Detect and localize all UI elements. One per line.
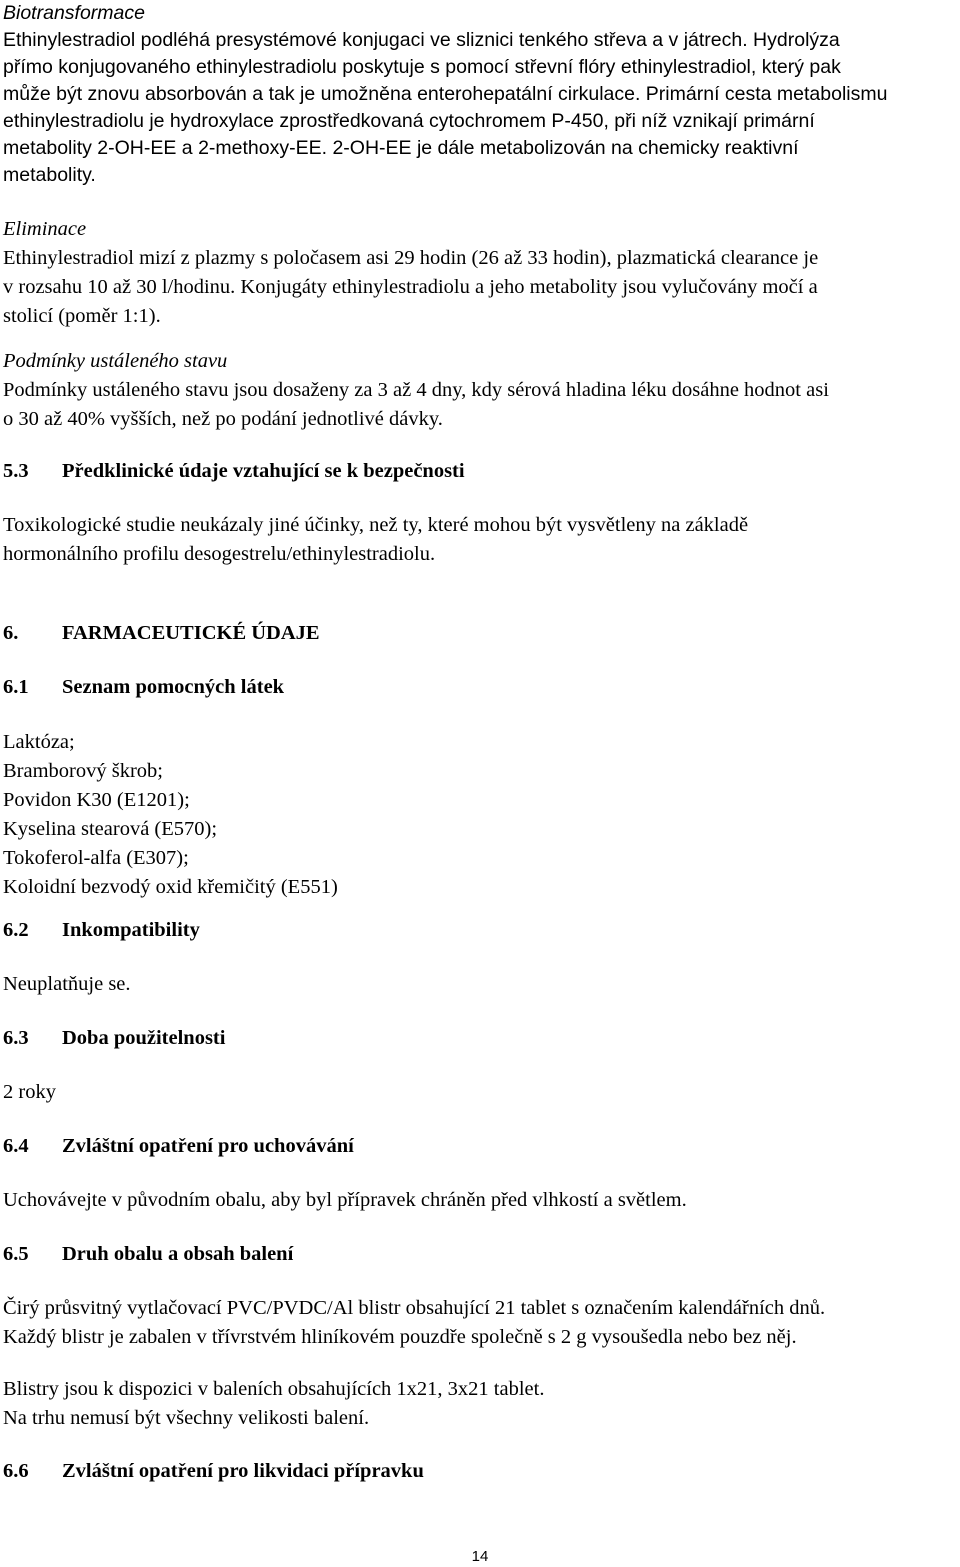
- section-number: 6.4: [3, 1135, 29, 1157]
- section-title: Doba použitelnosti: [62, 1027, 226, 1049]
- list-item: Koloidní bezvodý oxid křemičitý (E551): [3, 876, 338, 898]
- page-number: 14: [471, 1548, 489, 1565]
- steady-state-title: Podmínky ustáleného stavu: [3, 350, 228, 372]
- section-6-4-body: [3, 1186, 957, 1215]
- list-item: Laktóza;: [3, 731, 75, 753]
- paragraph-line: 2 roky: [3, 1081, 56, 1103]
- section-6-5-body-2: [3, 1375, 957, 1433]
- section-title: Druh obalu a obsah balení: [62, 1243, 294, 1265]
- list-item: Tokoferol-alfa (E307);: [3, 847, 189, 869]
- section-number: 6.5: [3, 1243, 29, 1265]
- section-6-5-body: [3, 1294, 957, 1352]
- paragraph-line: Toxikologické studie neukázaly jiné účinky, než ty, které mohou být vysvětleny na základě: [3, 514, 749, 536]
- section-number: 6.3: [3, 1027, 29, 1049]
- list-item: Kyselina stearová (E570);: [3, 818, 218, 840]
- list-item: Bramborový škrob;: [3, 760, 163, 782]
- paragraph-line: metabolity.: [3, 164, 96, 186]
- section-title: Inkompatibility: [62, 919, 200, 941]
- section-title: Seznam pomocných látek: [62, 676, 285, 698]
- paragraph-line: Na trhu nemusí být všechny velikosti balení.: [3, 1407, 370, 1429]
- paragraph-line: Ethinylestradiol mizí z plazmy s poločasem asi 29 hodin (26 až 33 hodin), plazmatická clearance je: [3, 247, 819, 269]
- paragraph-line: Podmínky ustáleného stavu jsou dosaženy za 3 až 4 dny, kdy sérová hladina léku dosáhne hodnot asi: [3, 379, 829, 401]
- section-title: Zvláštní opatření pro likvidaci přípravku: [62, 1460, 424, 1482]
- paragraph-line: Každý blistr je zabalen v třívrstvém hliníkovém pouzdře společně s 2 g vysoušedla nebo bez něj.: [3, 1326, 797, 1348]
- section-title: Zvláštní opatření pro uchovávání: [62, 1135, 354, 1157]
- paragraph-line: o 30 až 40% vyšších, než po podání jednotlivé dávky.: [3, 408, 443, 430]
- paragraph-line: Ethinylestradiol podléhá presystémové konjugaci ve sliznici tenkého střeva a v játrech. Hydrolýza: [3, 29, 840, 51]
- paragraph-line: stolicí (poměr 1:1).: [3, 305, 161, 327]
- paragraph-line: přímo konjugovaného ethinylestradiolu poskytuje s pomocí střevní flóry ethinylestradiol, který pak: [3, 56, 841, 78]
- eliminace-title: Eliminace: [3, 218, 87, 240]
- section-title: FARMACEUTICKÉ ÚDAJE: [62, 622, 320, 644]
- paragraph-line: Blistry jsou k dispozici v baleních obsahujících 1x21, 3x21 tablet.: [3, 1378, 545, 1400]
- paragraph-line: metabolity 2-OH-EE a 2-methoxy-EE. 2-OH-EE je dále metabolizován na chemicky reaktivní: [3, 137, 799, 159]
- paragraph-line: v rozsahu 10 až 30 l/hodinu. Konjugáty ethinylestradiolu a jeho metabolity jsou vylučovány močí a: [3, 276, 818, 298]
- steady-state-section: [3, 347, 957, 434]
- section-5-3-body: [3, 511, 957, 569]
- section-number: 6.6: [3, 1460, 29, 1482]
- biotransformace-title: Biotransformace: [3, 2, 145, 24]
- section-6-2-body: [3, 970, 957, 999]
- section-number: 6.2: [3, 919, 29, 941]
- paragraph-line: hormonálního profilu desogestrelu/ethinylestradiolu.: [3, 543, 436, 565]
- paragraph-line: Čirý průsvitný vytlačovací PVC/PVDC/Al blistr obsahující 21 tablet s označením kalendářních dnů.: [3, 1297, 826, 1319]
- eliminace-section: [3, 215, 957, 331]
- excipients-list: [3, 728, 957, 902]
- paragraph-line: může být znovu absorbován a tak je umožněna enterohepatální cirkulace. Primární cesta metabolismu: [3, 83, 888, 105]
- section-number: 6.1: [3, 676, 29, 698]
- biotransformace-section: [3, 0, 957, 189]
- section-title: Předklinické údaje vztahující se k bezpečnosti: [62, 460, 465, 482]
- section-6-3-body: [3, 1078, 957, 1107]
- section-number: 5.3: [3, 460, 29, 482]
- list-item: Povidon K30 (E1201);: [3, 789, 190, 811]
- paragraph-line: Uchovávejte v původním obalu, aby byl přípravek chráněn před vlhkostí a světlem.: [3, 1189, 687, 1211]
- section-number: 6.: [3, 622, 19, 644]
- paragraph-line: Neuplatňuje se.: [3, 973, 131, 995]
- paragraph-line: ethinylestradiolu je hydroxylace zprostředkovaná cytochromem P-450, při níž vznikají primární: [3, 110, 815, 132]
